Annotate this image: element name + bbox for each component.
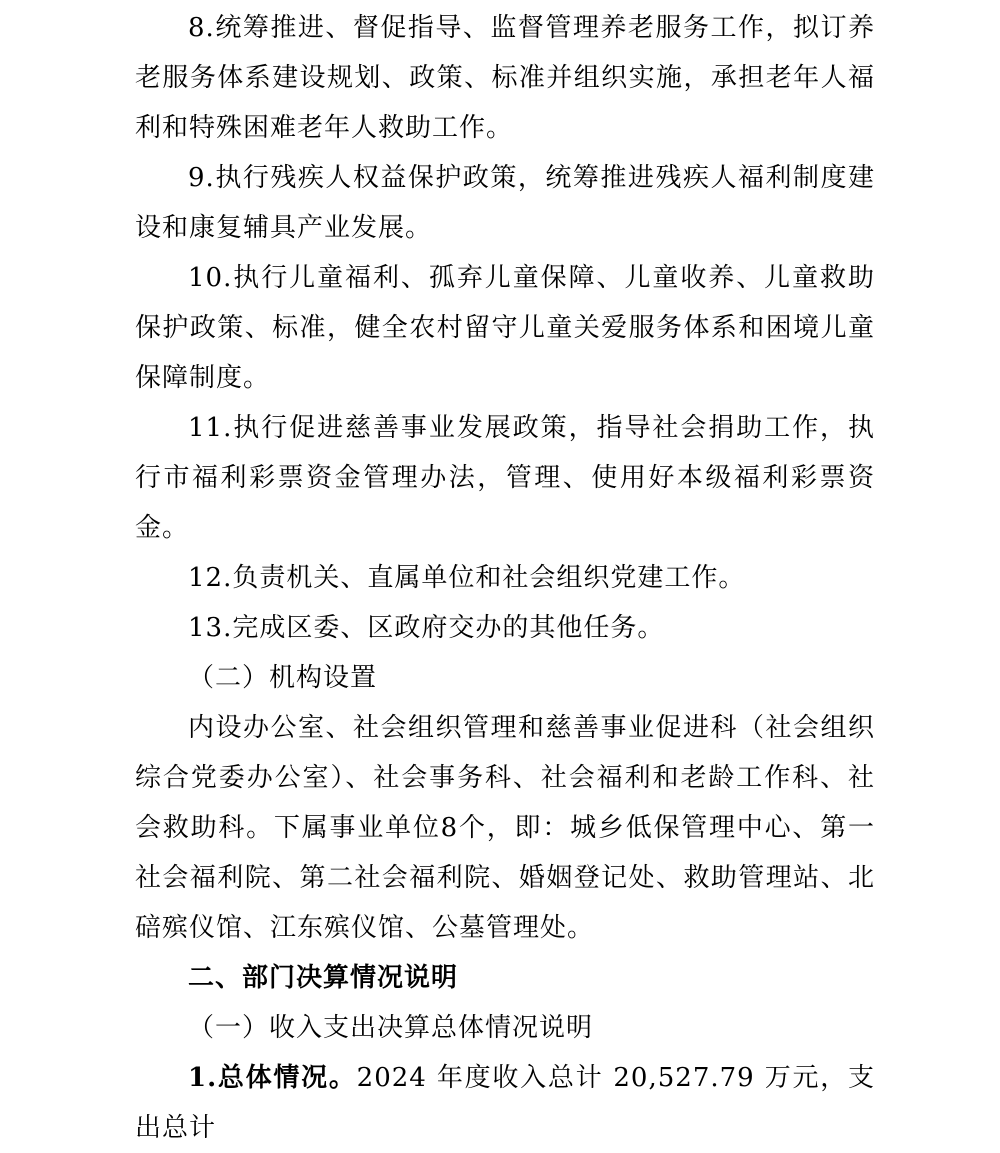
subsection-heading: （一）收入支出决算总体情况说明: [188, 1013, 594, 1043]
overall-text: 2024 年度收入总计 20,527.79 万元，支出总计: [135, 1063, 875, 1143]
org-setup-body: 内设办公室、社会组织管理和慈善事业促进科（社会组织综合党委办公室）、社会事务科、社会福利和老龄工作科、社会救助科。下属事业单位8个，即：城乡低保管理中心、第一社会福利院、第二社会福利院、婚姻登记处、救助管理站、北碚殡仪馆、江东殡仪馆、公墓管理处。: [135, 713, 875, 943]
duty-item-12: 12.负责机关、直属单位和社会组织党建工作。: [188, 563, 746, 593]
overall-label: 1.总体情况。: [188, 1063, 357, 1093]
duty-item-13: 13.完成区委、区政府交办的其他任务。: [188, 613, 665, 643]
org-setup-heading: （二）机构设置: [188, 663, 378, 693]
document-page: [135, 0, 875, 1153]
duty-item-11: 11.执行促进慈善事业发展政策，指导社会捐助工作，执行市福利彩票资金管理办法，管理、使用好本级福利彩票资金。: [135, 413, 875, 543]
duty-item-8: 8.统筹推进、督促指导、监督管理养老服务工作，拟订养老服务体系建设规划、政策、标准并组织实施，承担老年人福利和特殊困难老年人救助工作。: [135, 13, 875, 143]
section-heading: 二、部门决算情况说明: [188, 963, 459, 993]
duty-item-9: 9.执行残疾人权益保护政策，统筹推进残疾人福利制度建设和康复辅具产业发展。: [135, 163, 875, 243]
overall-paragraph: [135, 1053, 875, 1153]
duty-item-10: 10.执行儿童福利、孤弃儿童保障、儿童收养、儿童救助保护政策、标准，健全农村留守儿童关爱服务体系和困境儿童保障制度。: [135, 263, 875, 393]
